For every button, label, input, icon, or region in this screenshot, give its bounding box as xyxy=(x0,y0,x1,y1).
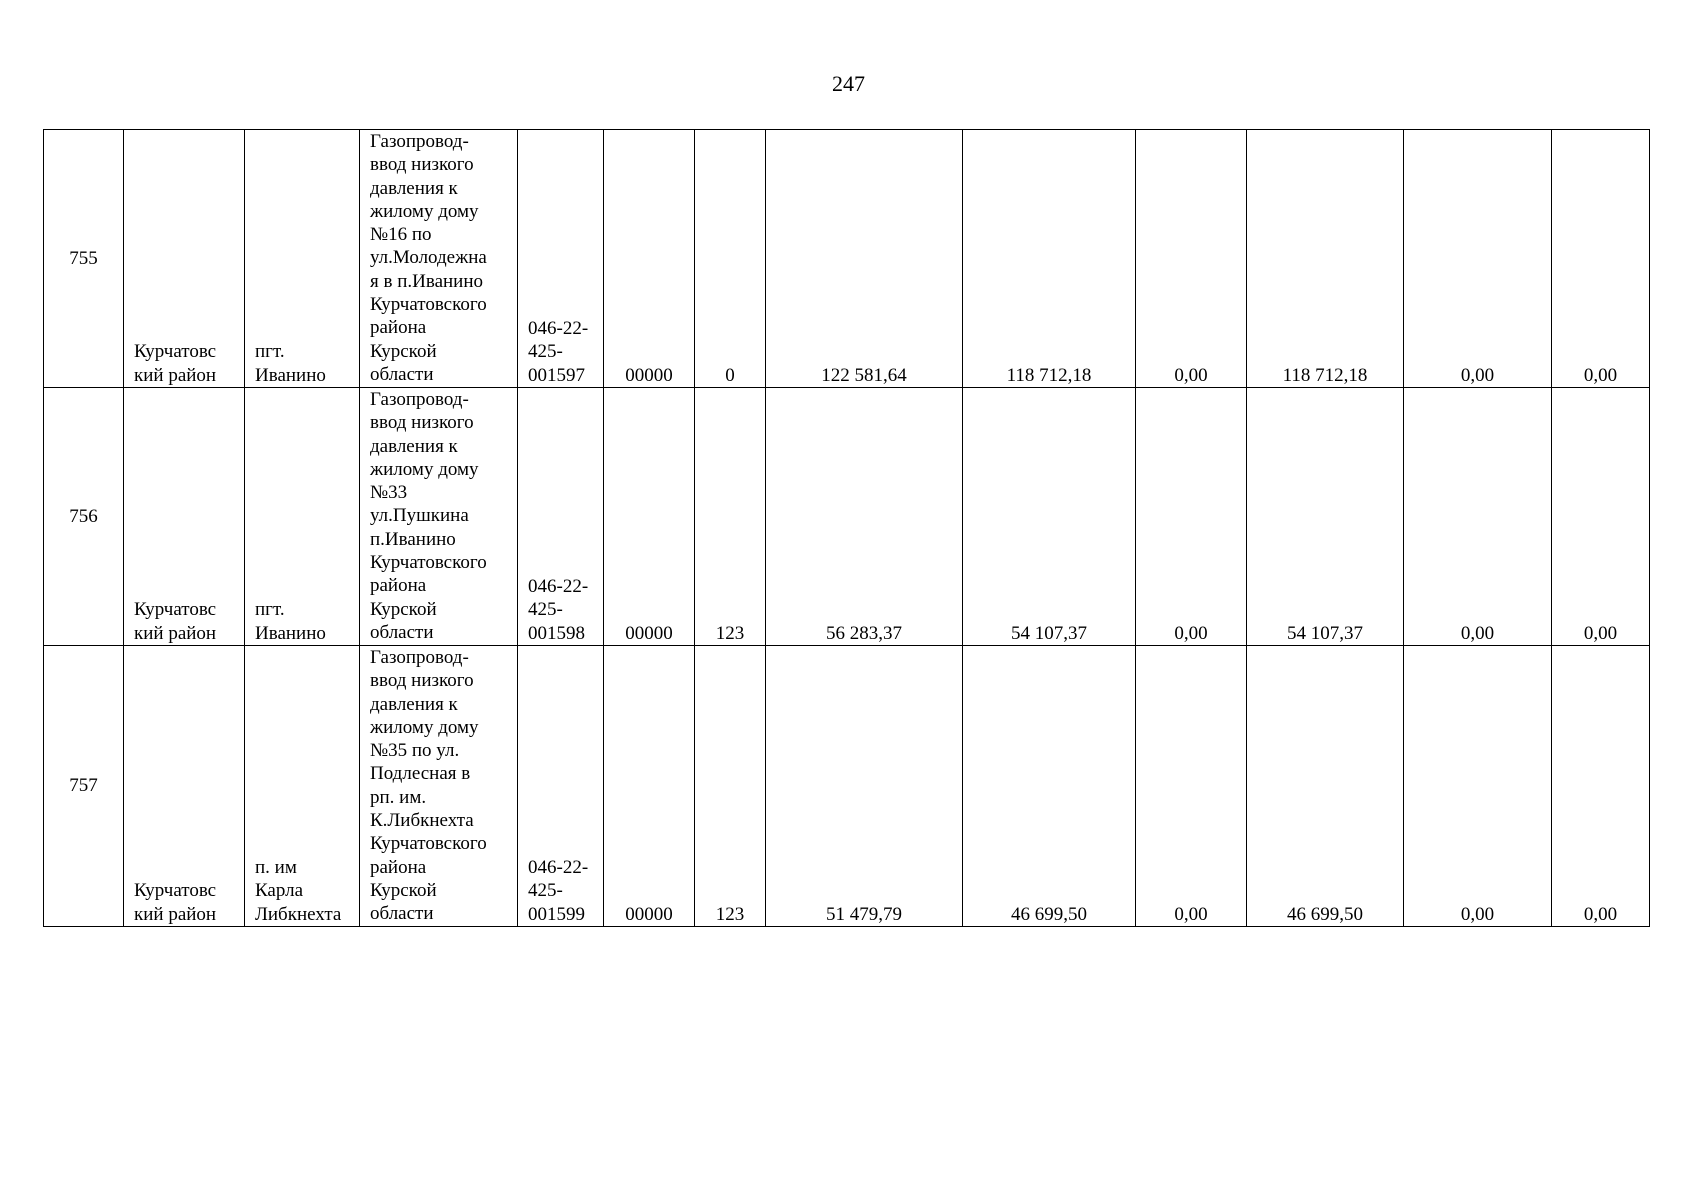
row-number: 755 xyxy=(44,130,124,388)
value-1-cell: 56 283,37 xyxy=(766,388,963,646)
value-6-cell: 0,00 xyxy=(1552,646,1650,927)
table-row xyxy=(44,646,1650,927)
value-4-cell: 46 699,50 xyxy=(1247,646,1404,927)
value-2-cell: 46 699,50 xyxy=(963,646,1136,927)
value-4-cell: 54 107,37 xyxy=(1247,388,1404,646)
value-6-cell: 0,00 xyxy=(1552,388,1650,646)
value-3-cell: 0,00 xyxy=(1136,646,1247,927)
value-4-cell: 118 712,18 xyxy=(1247,130,1404,388)
value-2-cell: 54 107,37 xyxy=(963,388,1136,646)
description-cell: Газопровод- ввод низкого давления к жилому дому №16 по ул.Молодежна я в п.Иванино Курчатовского района Курской области xyxy=(360,130,518,388)
value-3-cell: 0,00 xyxy=(1136,130,1247,388)
table-row xyxy=(44,388,1650,646)
value-1-cell: 51 479,79 xyxy=(766,646,963,927)
settlement-cell: пгт. Иванино xyxy=(245,388,360,646)
settlement-cell: пгт. Иванино xyxy=(245,130,360,388)
inventory-number-cell: 046-22- 425- 001599 xyxy=(518,646,604,927)
code-cell: 00000 xyxy=(604,388,695,646)
col7-cell: 123 xyxy=(695,646,766,927)
value-3-cell: 0,00 xyxy=(1136,388,1247,646)
value-2-cell: 118 712,18 xyxy=(963,130,1136,388)
page-number: 247 xyxy=(832,71,865,96)
table-row xyxy=(44,130,1650,388)
inventory-number-cell: 046-22- 425- 001597 xyxy=(518,130,604,388)
value-5-cell: 0,00 xyxy=(1404,646,1552,927)
value-6-cell: 0,00 xyxy=(1552,130,1650,388)
value-1-cell: 122 581,64 xyxy=(766,130,963,388)
description-cell: Газопровод- ввод низкого давления к жилому дому №35 по ул. Подлесная в рп. им. К.Либкнехта Курчатовского района Курской области xyxy=(360,646,518,927)
district-cell: Курчатовс кий район xyxy=(124,388,245,646)
code-cell: 00000 xyxy=(604,130,695,388)
row-number: 757 xyxy=(44,646,124,927)
value-5-cell: 0,00 xyxy=(1404,388,1552,646)
value-5-cell: 0,00 xyxy=(1404,130,1552,388)
settlement-cell: п. им Карла Либкнехта xyxy=(245,646,360,927)
district-cell: Курчатовс кий район xyxy=(124,646,245,927)
description-cell: Газопровод- ввод низкого давления к жилому дому №33 ул.Пушкина п.Иванино Курчатовского района Курской области xyxy=(360,388,518,646)
row-number: 756 xyxy=(44,388,124,646)
col7-cell: 0 xyxy=(695,130,766,388)
code-cell: 00000 xyxy=(604,646,695,927)
inventory-number-cell: 046-22- 425- 001598 xyxy=(518,388,604,646)
col7-cell: 123 xyxy=(695,388,766,646)
district-cell: Курчатовс кий район xyxy=(124,130,245,388)
registry-table xyxy=(43,129,1650,927)
